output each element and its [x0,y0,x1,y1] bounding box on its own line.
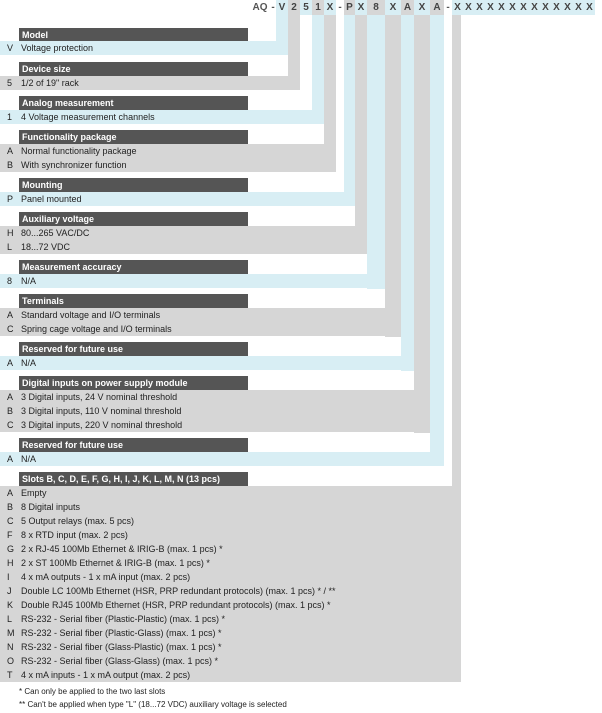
option-code: B [7,406,14,416]
code-mounting: P [344,0,355,15]
option-row [0,144,336,158]
connector-aux-voltage [355,15,367,254]
option-code: P [7,194,14,204]
option-row [0,404,430,418]
code-digital-inputs: X [414,0,430,15]
option-code: F [7,530,13,540]
code-functionality: X [324,0,336,15]
option-row [0,274,385,288]
option-code: 5 [7,78,13,88]
option-code: A [7,454,14,464]
option-text: RS-232 - Serial fiber (Glass-Glass) (max. 1 pcs) * [21,656,219,666]
option-text: N/A [21,276,37,286]
code-analog: 1 [312,0,324,15]
code-slot-e: X [485,0,496,15]
code-slot-i: X [529,0,540,15]
option-row [0,668,461,682]
option-code: A [7,392,14,402]
option-text: Empty [21,488,47,498]
code-slot-m: X [573,0,584,15]
section-header: Reserved for future use [19,438,248,452]
code-slot-f: X [496,0,507,15]
option-text: RS-232 - Serial fiber (Glass-Plastic) (max. 1 pcs) * [21,642,222,652]
option-text: 4 Voltage measurement channels [21,112,155,122]
option-text: 8 Digital inputs [21,502,81,512]
code-reserved-1: A [401,0,414,15]
option-row [0,158,336,172]
option-code: O [7,656,15,666]
option-code: C [7,324,14,334]
connector-terminals [385,15,401,337]
option-text: Voltage protection [21,43,94,53]
option-code: N [7,642,14,652]
option-row [0,192,355,206]
option-text: 2 x RJ-45 100Mb Ethernet & IRIG-B (max. 1 pcs) * [21,544,223,554]
option-row [0,528,461,542]
code-prefix: AQ [252,2,268,13]
option-row [0,486,461,500]
option-row [0,626,461,640]
option-row [0,570,461,584]
option-text: 3 Digital inputs, 110 V nominal threshold [21,406,182,416]
option-row [0,418,430,432]
option-code: K [7,600,14,610]
option-code: G [7,544,15,554]
option-text: RS-232 - Serial fiber (Plastic-Glass) (max. 1 pcs) * [21,628,222,638]
section-header: Measurement accuracy [19,260,248,274]
option-code: C [7,420,14,430]
footnote: * Can only be applied to the two last slots [19,687,166,696]
code-slot-n: X [584,0,595,15]
option-code: A [7,488,14,498]
option-row [0,654,461,668]
section-header: Digital inputs on power supply module [19,376,248,390]
section-header: Reserved for future use [19,342,248,356]
option-row [0,356,414,370]
option-row [0,240,367,254]
option-code: L [7,242,13,252]
option-text: 4 x mA inputs - 1 x mA output (max. 2 pcs) [21,670,191,680]
option-row [0,41,288,55]
option-code: A [7,310,14,320]
section-header: Slots B, C, D, E, F, G, H, I, J, K, L, M, N (13 pcs) [19,472,248,486]
option-row [0,556,461,570]
code-slot-g: X [507,0,518,15]
connector-digital-inputs [414,15,430,433]
option-row [0,514,461,528]
option-text: 8 x RTD input (max. 2 pcs) [21,530,128,540]
section-header: Analog measurement [19,96,248,110]
section-header: Mounting [19,178,248,192]
code-slot-c: X [463,0,474,15]
option-text: Standard voltage and I/O terminals [21,310,161,320]
code-device-size: 2 [288,0,300,15]
code-aux-voltage: X [355,0,367,15]
option-code: A [7,146,14,156]
option-code: T [7,670,13,680]
code-reserved-2: A [430,0,444,15]
option-code: B [7,502,14,512]
code-accuracy: 8 [367,0,385,15]
section-header: Terminals [19,294,248,308]
option-code: I [7,572,10,582]
option-text: Spring cage voltage and I/O terminals [21,324,172,334]
code-slot-b: X [452,0,463,15]
code-slot-k: X [551,0,562,15]
option-row [0,76,300,90]
connector-accuracy [367,15,385,289]
section-header: Model [19,28,248,42]
option-row [0,322,401,336]
option-code: 1 [7,112,13,122]
option-code: M [7,628,15,638]
section-header: Device size [19,62,248,76]
code-dash: - [271,2,275,13]
code-size-digit: 5 [300,0,312,15]
option-text: With synchronizer function [21,160,127,170]
code-slot-h: X [518,0,529,15]
option-code: B [7,160,14,170]
connector-reserved-2 [430,15,444,466]
option-row [0,584,461,598]
option-text: N/A [21,358,37,368]
option-text: 3 Digital inputs, 24 V nominal threshold [21,392,178,402]
option-text: RS-232 - Serial fiber (Plastic-Plastic) (max. 1 pcs) * [21,614,226,624]
option-text: 80...265 VAC/DC [21,228,90,238]
option-text: 5 Output relays (max. 5 pcs) [21,516,135,526]
option-row [0,308,401,322]
connector-mounting [344,15,355,206]
option-row [0,598,461,612]
connector-analog [312,15,324,124]
code-terminals: X [385,0,401,15]
option-code: H [7,228,14,238]
code-slot-j: X [540,0,551,15]
footnote: ** Can't be applied when type "L" (18...72 VDC) auxiliary voltage is selected [19,700,287,709]
option-text: N/A [21,454,37,464]
option-row [0,640,461,654]
option-text: Panel mounted [21,194,82,204]
option-text: 18...72 VDC [21,242,71,252]
option-code: 8 [7,276,13,286]
option-text: 1/2 of 19" rack [21,78,79,88]
option-code: C [7,516,14,526]
option-row [0,542,461,556]
option-row [0,452,444,466]
option-code: L [7,614,13,624]
code-slot-d: X [474,0,485,15]
code-dash: - [338,2,342,13]
option-text: Normal functionality package [21,146,137,156]
option-row [0,110,324,124]
option-code: V [7,43,14,53]
option-code: A [7,358,14,368]
option-text: Double LC 100Mb Ethernet (HSR, PRP redundant protocols) (max. 1 pcs) * / ** [21,586,336,596]
code-model: V [276,0,288,15]
section-header: Auxiliary voltage [19,212,248,226]
option-text: 4 x mA outputs - 1 x mA input (max. 2 pcs) [21,572,191,582]
option-row [0,390,430,404]
option-text: 3 Digital inputs, 220 V nominal threshold [21,420,183,430]
code-dash: - [446,2,450,13]
option-code: J [7,586,12,596]
option-code: H [7,558,14,568]
connector-reserved-1 [401,15,414,371]
option-text: Double RJ45 100Mb Ethernet (HSR, PRP redundant protocols) (max. 1 pcs) * [21,600,331,610]
option-text: 2 x ST 100Mb Ethernet & IRIG-B (max. 1 pcs) * [21,558,210,568]
code-slot-l: X [562,0,573,15]
option-row [0,226,367,240]
option-row [0,500,461,514]
section-header: Functionality package [19,130,248,144]
option-row [0,612,461,626]
